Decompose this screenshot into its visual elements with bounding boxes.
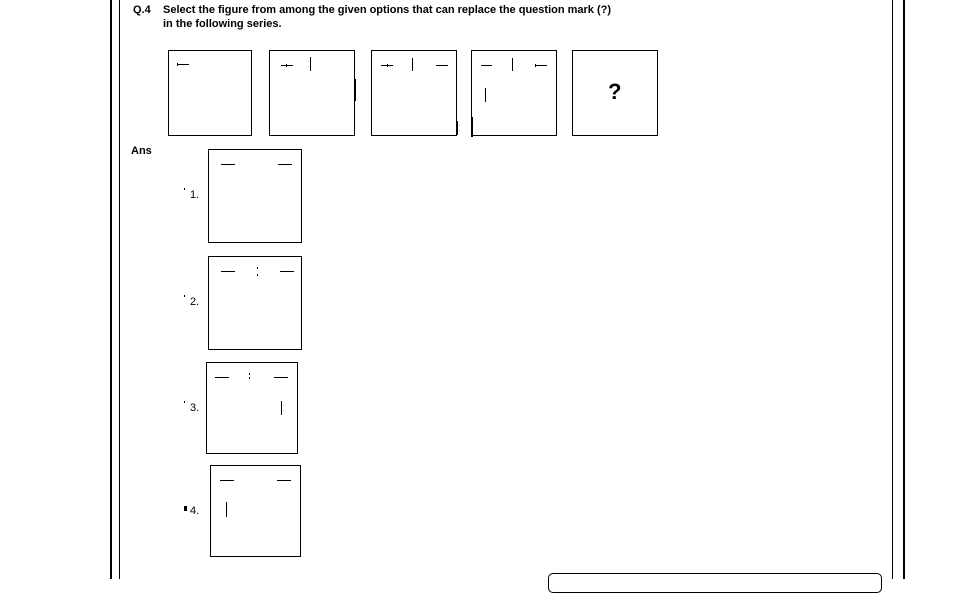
option-1-figure[interactable] <box>208 149 302 243</box>
option-2-number: 2. <box>190 296 200 308</box>
figure-bar <box>456 121 458 135</box>
question-mark: ? <box>608 79 622 104</box>
figure-dot <box>249 373 250 375</box>
figure-tick <box>177 63 178 66</box>
figure-line <box>274 377 288 378</box>
figure-line <box>481 65 492 66</box>
option-3-marker <box>184 401 185 403</box>
problem-figure-missing <box>572 50 658 136</box>
option-2-marker <box>184 295 185 297</box>
figure-bar <box>310 57 311 71</box>
figure-bar <box>281 401 282 415</box>
figure-dot <box>249 377 250 379</box>
figure-line <box>277 480 291 481</box>
figure-tick <box>286 64 287 67</box>
option-1-number: 1. <box>190 189 200 201</box>
figure-line <box>436 65 448 66</box>
option-4-number: 4. <box>190 505 200 517</box>
figure-bar <box>354 79 356 101</box>
problem-figure-2 <box>269 50 355 136</box>
figure-line <box>220 480 234 481</box>
question-text-line1: Select the figure from among the given options that can replace the question mark (?) <box>163 4 612 16</box>
left-border-outer <box>110 0 112 579</box>
figure-line <box>535 65 547 66</box>
option-4-marker <box>184 506 187 511</box>
figure-line <box>215 377 229 378</box>
right-border-outer <box>903 0 905 579</box>
option-3-number: 3. <box>190 402 200 414</box>
left-border-inner <box>119 0 120 579</box>
problem-figure-4 <box>471 50 557 136</box>
figure-line <box>221 271 235 272</box>
problem-figure-1 <box>168 50 252 136</box>
option-4-figure[interactable] <box>210 465 301 557</box>
question-number: Q.4 <box>133 4 151 16</box>
figure-dot <box>257 267 258 269</box>
figure-line <box>280 271 294 272</box>
answer-label: Ans <box>131 145 152 157</box>
figure-line <box>281 65 293 66</box>
figure-line <box>278 164 292 165</box>
figure-tick <box>535 64 536 67</box>
right-border-inner <box>892 0 893 579</box>
figure-bar <box>485 88 486 102</box>
figure-line <box>221 164 235 165</box>
problem-figure-3 <box>371 50 457 136</box>
figure-dot <box>257 274 258 276</box>
option-3-figure[interactable] <box>206 362 298 454</box>
question-text-line2: in the following series. <box>163 18 282 30</box>
bottom-panel <box>548 573 882 593</box>
figure-bar <box>471 117 473 137</box>
figure-tick <box>387 64 388 67</box>
figure-line <box>177 64 189 65</box>
figure-bar <box>412 58 413 71</box>
figure-bar <box>226 502 227 517</box>
figure-bar <box>512 58 513 71</box>
option-1-marker <box>184 188 185 190</box>
option-2-figure[interactable] <box>208 256 302 350</box>
